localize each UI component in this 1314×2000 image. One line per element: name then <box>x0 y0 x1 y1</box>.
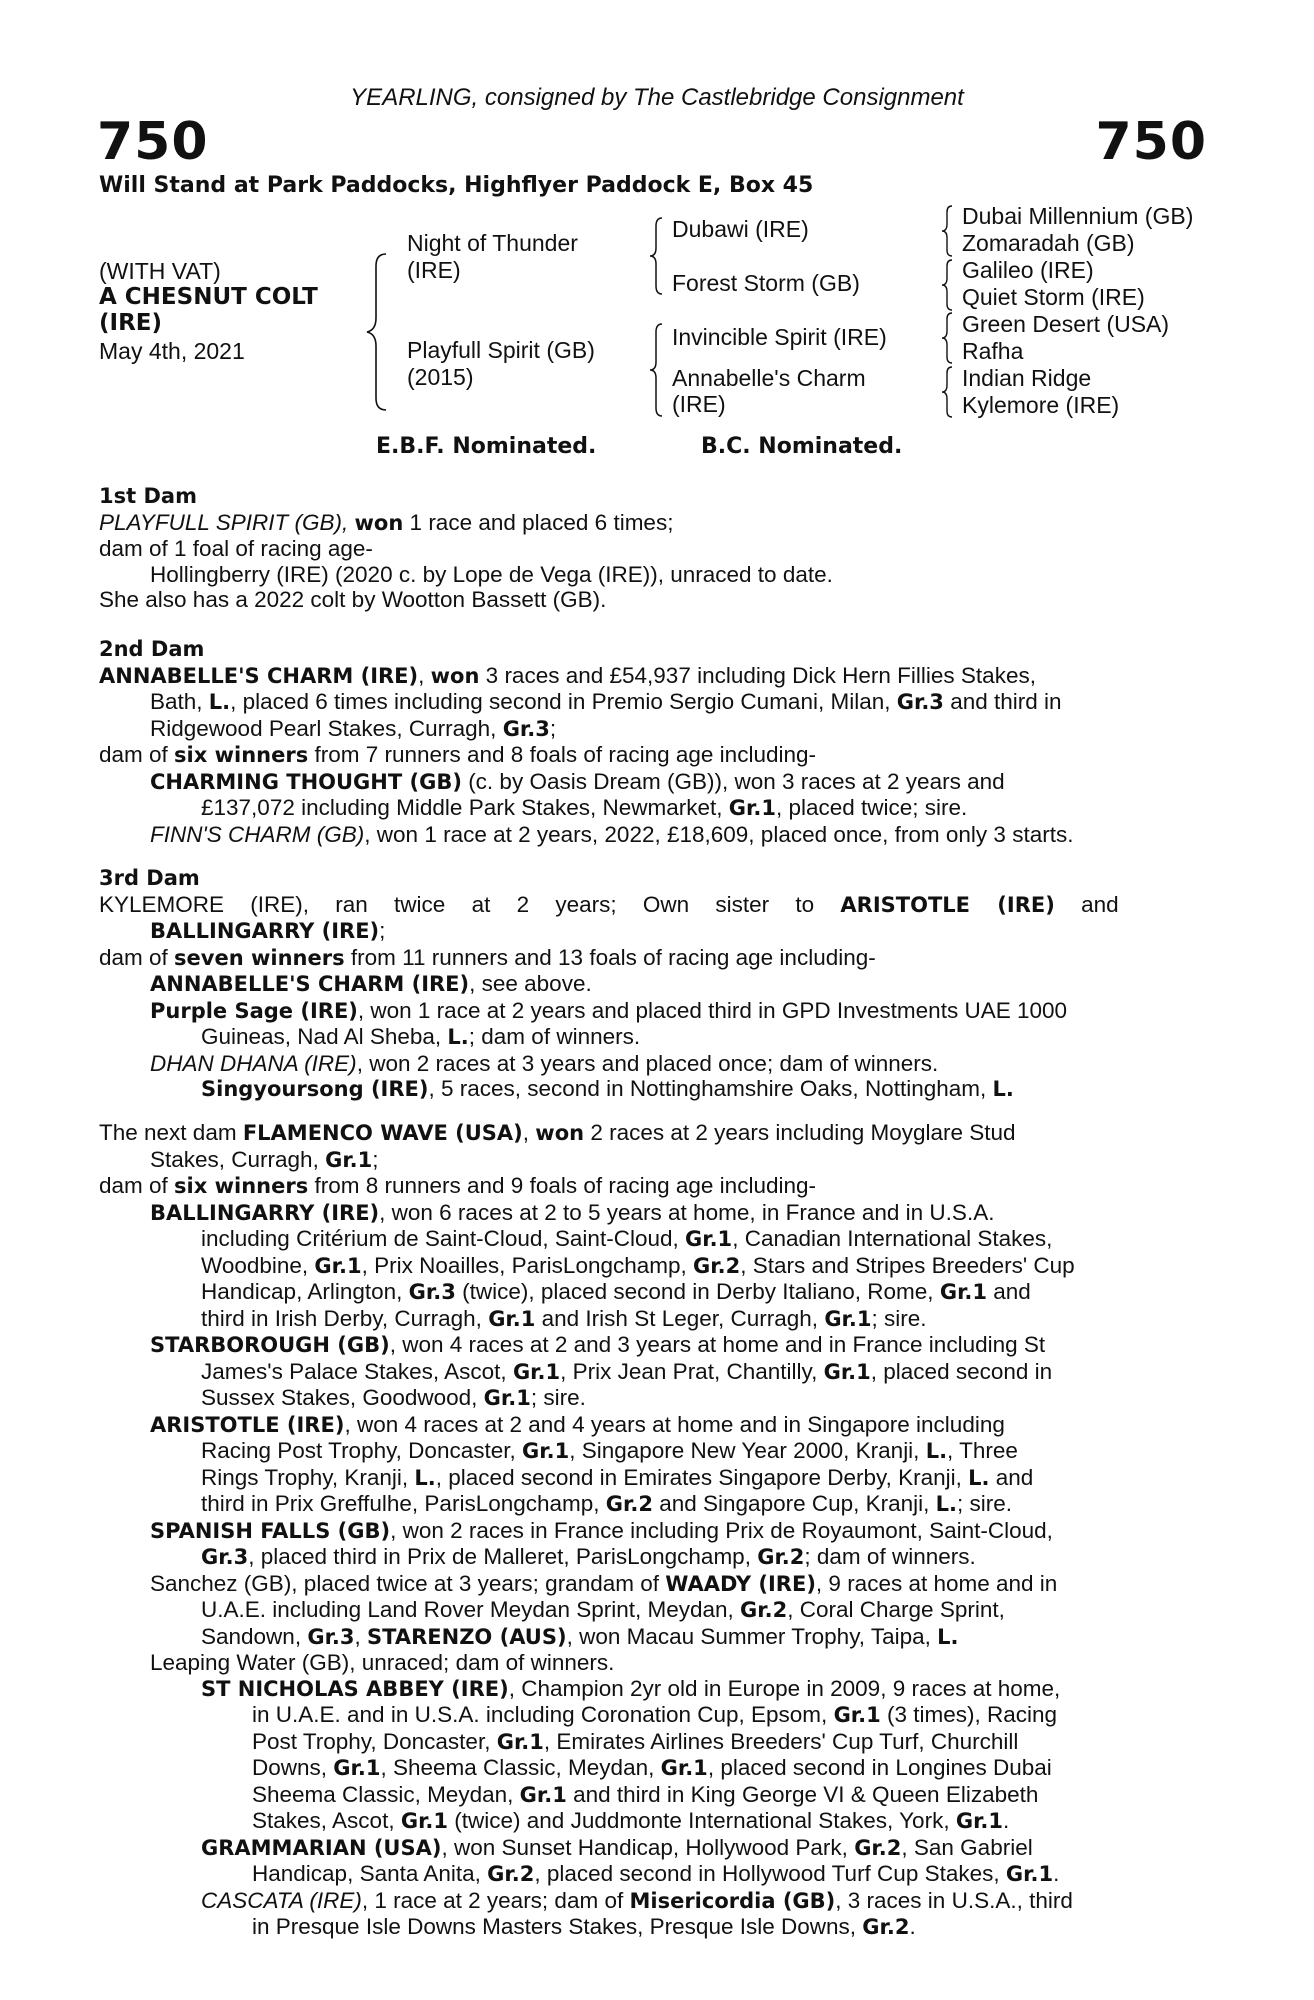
text: 2 races at 2 years including Moyglare Stud <box>584 1120 1016 1145</box>
third-dam-section <box>99 866 1201 1103</box>
grade: L. <box>447 1025 469 1049</box>
text: and third in <box>943 689 1062 714</box>
won-label: won <box>354 510 404 535</box>
text: in Presque Isle Downs Masters Stakes, Presque Isle Downs, <box>252 1914 863 1939</box>
text: (3 times), Racing <box>880 1702 1058 1727</box>
grade: Gr.1 <box>333 1756 381 1780</box>
first-dam-heading: 1st Dam <box>99 484 197 508</box>
text: ; dam of winners. <box>804 1544 976 1569</box>
cascata-name: CASCATA (IRE) <box>201 1887 362 1913</box>
text: , won Sunset Handicap, Hollywood Park, <box>441 1834 855 1860</box>
gen3-brace-2 <box>940 258 956 312</box>
text: ; <box>372 1146 379 1172</box>
sire-dam: Forest Storm (GB) <box>672 270 860 296</box>
text: Racing Post Trophy, Doncaster, <box>201 1438 522 1463</box>
text: James's Palace Stakes, Ascot, <box>201 1358 513 1384</box>
grade: Gr.1 <box>483 1386 531 1410</box>
sire-sire: Dubawi (IRE) <box>672 216 809 242</box>
second-dam-heading: 2nd Dam <box>99 637 205 661</box>
text: KYLEMORE (IRE), ran twice at 2 years; Own sister to <box>99 891 841 917</box>
grade: Gr.1 <box>833 1703 881 1727</box>
text: , Sheema Classic, Meydan, <box>380 1755 661 1780</box>
misericordia-name: Misericordia (GB) <box>629 1888 836 1913</box>
text: , 5 races, second in Nottinghamshire Oaks, Nottingham, <box>428 1076 993 1101</box>
grade: Gr.1 <box>496 1729 544 1754</box>
grade: Gr.1 <box>684 1227 733 1251</box>
text: , 1 race at 2 years; dam of <box>361 1887 630 1913</box>
grade: Gr.1 <box>823 1359 871 1384</box>
grade: Gr.1 <box>325 1147 373 1172</box>
text: , won 1 race at 2 years, 2022, £18,609, placed once, from only 3 starts. <box>364 821 1074 847</box>
next-dam-section <box>99 1120 1201 1941</box>
text: , Champion 2yr old in Europe in 2009, 9 races at home, <box>508 1675 1061 1701</box>
text: , placed second in Emirates Singapore Derby, Kranji, <box>435 1464 969 1490</box>
text: ; sire. <box>871 1305 927 1331</box>
text: , <box>522 1120 536 1145</box>
grade: Gr.3 <box>408 1280 456 1304</box>
text: (c. by Oasis Dream (GB)), won 3 races at 2 years and <box>461 768 1005 794</box>
annabelles-charm-name: ANNABELLE'S CHARM (IRE) <box>150 972 470 996</box>
stand-location: Will Stand at Park Paddocks, Highflyer Paddock E, Box 45 <box>99 173 814 198</box>
grade: Gr.3 <box>896 690 944 714</box>
text: (twice) and Juddmonte International Stakes, York, <box>448 1808 956 1833</box>
text: , won 4 races at 2 and 3 years at home and in France including St <box>389 1332 1046 1357</box>
text: Stakes, Ascot, <box>252 1808 401 1833</box>
text: , Canadian International Stakes, <box>732 1226 1053 1251</box>
text: and <box>989 1464 1034 1490</box>
second-dam-name: ANNABELLE'S CHARM (IRE) <box>99 663 419 688</box>
ballingarry-name: BALLINGARRY (IRE) <box>150 1200 380 1225</box>
text: . <box>1003 1808 1010 1833</box>
text: , placed second in Longines Dubai <box>707 1755 1052 1780</box>
grade: Gr.1 <box>522 1439 570 1463</box>
text: . <box>1053 1861 1060 1886</box>
dam-year: (2015) <box>407 364 474 390</box>
text: Handicap, Arlington, <box>201 1279 409 1304</box>
text: , Prix Jean Prat, Chantilly, <box>560 1358 824 1384</box>
ebf-nomination: E.B.F. Nominated. <box>376 434 597 459</box>
grade: Gr.1 <box>824 1306 872 1331</box>
grade: Gr.2 <box>740 1598 788 1622</box>
grade: Gr.1 <box>1005 1862 1054 1886</box>
text: , placed second in Hollywood Turf Cup Stakes, <box>534 1861 1006 1886</box>
text: ; sire. <box>530 1385 586 1410</box>
horse-name-line1: A CHESNUT COLT <box>99 284 318 310</box>
starborough-name: STARBOROUGH (GB) <box>150 1333 390 1357</box>
text: , placed third in Prix de Malleret, ParisLongchamp, <box>248 1544 758 1569</box>
gen3-kylemore: Kylemore (IRE) <box>962 392 1120 418</box>
ballingarry-name: BALLINGARRY (IRE) <box>150 919 380 943</box>
text: , won 2 races at 3 years and placed once; dam of winners. <box>356 1050 939 1076</box>
spanish-falls-name: SPANISH FALLS (GB) <box>150 1518 391 1543</box>
grade: Gr.1 <box>512 1359 561 1384</box>
text: dam of <box>99 1173 175 1198</box>
grade: Gr.2 <box>854 1835 902 1860</box>
text: Woodbine, <box>201 1252 315 1278</box>
first-dam-record: 1 race and placed 6 times; <box>403 509 674 535</box>
grammarian-name: GRAMMARIAN (USA) <box>201 1835 442 1860</box>
singyoursong-name: Singyoursong (IRE) <box>201 1077 429 1101</box>
lot-number-left: 750 <box>97 112 209 172</box>
grade: Gr.3 <box>502 716 550 741</box>
text: and <box>1054 891 1119 917</box>
bc-nomination: B.C. Nominated. <box>701 434 903 459</box>
dam-dam: Annabelle's Charm <box>672 365 866 391</box>
first-dam-name: PLAYFULL SPIRIT (GB), <box>99 509 349 535</box>
gen3-brace-1 <box>940 204 956 258</box>
sanchez-text: Sanchez (GB), placed twice at 3 years; grandam of <box>150 1570 666 1596</box>
text: , Stars and Stripes Breeders' Cup <box>740 1252 1075 1278</box>
text: 3 races and £54,937 including Dick Hern Fillies Stakes, <box>479 662 1036 688</box>
grade: L. <box>937 1624 959 1649</box>
text: , see above. <box>469 971 592 996</box>
text: , Emirates Airlines Breeders' Cup Turf, Churchill <box>543 1728 1019 1754</box>
text: The next dam <box>99 1120 243 1145</box>
aristotle-name: ARISTOTLE (IRE) <box>840 892 1055 917</box>
grade: L. <box>992 1077 1014 1101</box>
dam-sire: Invincible Spirit (IRE) <box>672 324 887 350</box>
text: ; dam of winners. <box>468 1024 641 1049</box>
starenzo-name: STARENZO (AUS) <box>367 1624 567 1649</box>
text: ; sire. <box>957 1491 1013 1516</box>
grade: L. <box>935 1492 958 1516</box>
won-label: won <box>430 663 480 688</box>
text: Ridgewood Pearl Stakes, Curragh, <box>150 715 503 741</box>
text: U.A.E. including Land Rover Meydan Sprint, Meydan, <box>201 1597 741 1622</box>
text: and third in King George VI & Queen Elizabeth <box>566 1781 1039 1807</box>
horse-name-line2: (IRE) <box>99 310 163 336</box>
grade: Gr.2 <box>487 1862 535 1886</box>
text: , Prix Noailles, ParisLongchamp, <box>361 1252 694 1278</box>
text: , won 2 races in France including Prix de Royaumont, Saint-Cloud, <box>390 1517 1053 1543</box>
gen3-rafha: Rafha <box>962 338 1024 364</box>
text: , placed second in <box>870 1358 1053 1384</box>
grade: L. <box>925 1439 948 1463</box>
winners-count: seven winners <box>174 945 345 970</box>
gen3-dubai-millennium: Dubai Millennium (GB) <box>962 203 1194 229</box>
text: from 11 runners and 13 foals of racing age including- <box>344 944 876 970</box>
charming-thought-name: CHARMING THOUGHT (GB) <box>150 769 462 794</box>
gen3-indian-ridge: Indian Ridge <box>962 365 1092 391</box>
grade: Gr.2 <box>693 1253 741 1278</box>
text: Sheema Classic, Meydan, <box>252 1781 520 1807</box>
grade: L. <box>968 1465 990 1490</box>
sire-brace <box>648 216 666 296</box>
st-nicholas-abbey-name: ST NICHOLAS ABBEY (IRE) <box>201 1676 509 1701</box>
gen3-zomaradah: Zomaradah (GB) <box>962 230 1135 256</box>
consignor-subtitle: YEARLING, consigned by The Castlebridge Consignment <box>350 84 964 111</box>
gen3-quiet-storm: Quiet Storm (IRE) <box>962 284 1145 310</box>
purple-sage-name: Purple Sage (IRE) <box>150 998 358 1023</box>
text: from 8 runners and 9 foals of racing age including- <box>308 1173 816 1198</box>
text: Post Trophy, Doncaster, <box>252 1728 497 1754</box>
grade: Gr.3 <box>307 1624 355 1649</box>
gen3-brace-4 <box>940 365 956 419</box>
text: Handicap, Santa Anita, <box>252 1861 488 1886</box>
grade: Gr.1 <box>939 1280 988 1304</box>
text: Bath, <box>150 689 209 714</box>
gen3-green-desert: Green Desert (USA) <box>962 311 1170 337</box>
text: dam of <box>99 944 175 970</box>
text: , placed twice; sire. <box>775 795 968 820</box>
text: (twice), placed second in Derby Italiano, Rome, <box>455 1279 940 1304</box>
grade: Gr.1 <box>660 1756 708 1780</box>
text: from 7 runners and 8 foals of racing age including- <box>308 742 816 767</box>
text: and Irish St Leger, Curragh, <box>535 1305 825 1331</box>
text: , 3 races in U.S.A., third <box>835 1887 1073 1913</box>
text: £137,072 including Middle Park Stakes, Newmarket, <box>201 795 729 820</box>
text: Stakes, Curragh, <box>150 1146 326 1172</box>
aristotle-name: ARISTOTLE (IRE) <box>150 1412 345 1437</box>
text: , San Gabriel <box>901 1834 1033 1860</box>
first-dam-yearling-note: She also has a 2022 colt by Wootton Bassett (GB). <box>99 587 607 612</box>
text: . <box>909 1914 916 1939</box>
grade: Gr.1 <box>488 1306 536 1331</box>
text: , Singapore New Year 2000, Kranji, <box>569 1438 926 1463</box>
text: , placed 6 times including second in Premio Sergio Cumani, Milan, <box>230 689 897 714</box>
text: Rings Trophy, Kranji, <box>201 1464 415 1490</box>
text: ; <box>379 918 386 943</box>
text: third in Irish Derby, Curragh, <box>201 1305 489 1331</box>
grade: Gr.1 <box>728 796 776 820</box>
grade: Gr.1 <box>519 1782 567 1807</box>
dam-dam-suffix: (IRE) <box>672 391 726 417</box>
text: Sandown, <box>201 1623 308 1649</box>
text: , won 4 races at 2 and 4 years at home and in Singapore including <box>344 1411 1005 1437</box>
grade: Gr.3 <box>201 1545 249 1569</box>
vat-note: (WITH VAT) <box>99 258 221 284</box>
gen3-galileo: Galileo (IRE) <box>962 257 1094 283</box>
winners-count: six winners <box>174 743 309 767</box>
text: , 9 races at home and in <box>815 1570 1058 1596</box>
text: , won 6 races at 2 to 5 years at home, in France and in U.S.A. <box>379 1199 995 1225</box>
grade: Gr.2 <box>605 1492 653 1516</box>
dhan-dhana-name: DHAN DHANA (IRE) <box>150 1050 357 1076</box>
foaling-date: May 4th, 2021 <box>99 338 245 364</box>
grade: Gr.1 <box>955 1809 1004 1833</box>
text: in U.A.E. and in U.S.A. including Coronation Cup, Epsom, <box>252 1702 834 1727</box>
text: dam of <box>99 742 175 767</box>
grade: Gr.1 <box>400 1809 449 1833</box>
grade: L. <box>208 690 231 714</box>
gen3-brace-3 <box>940 311 956 365</box>
text: ; <box>549 715 557 741</box>
waady-name: WAADY (IRE) <box>665 1571 816 1596</box>
second-dam-section: 2nd Dam ANNABELLE'S CHARM (IRE), won 3 races and £54,937 including Dick Hern Fillies Stakes, Bath, L., placed 6 times including second in Premio Sergio Cumani, Milan, Gr.3 and third in Ridgewood Pearl Stakes, Curragh, Gr.3; dam of six winners from 7 runners and 8 foals of racing age including- CHARMING THOUGHT (GB) (c. by Oasis Dream (GB)), won 3 races at 2 years and £137,072 including Middle Park Stakes, Newmarket, Gr.1, placed twice; sire. FINN'S CHARM (GB), won 1 race at 2 years, 2022, £18,609, placed once, from only 3 starts. <box>99 637 1201 847</box>
grade: Gr.1 <box>314 1253 362 1278</box>
sire-name: Night of Thunder <box>407 230 578 256</box>
text: Guineas, Nad Al Sheba, <box>201 1024 448 1049</box>
grade: Gr.2 <box>757 1545 805 1569</box>
text: including Critérium de Saint-Cloud, Saint-Cloud, <box>201 1226 685 1251</box>
text: , won 1 race at 2 years and placed third in GPD Investments UAE 1000 <box>357 997 1068 1023</box>
third-dam-heading: 3rd Dam <box>99 866 200 890</box>
won-label: won <box>535 1121 585 1145</box>
text: third in Prix Greffulhe, ParisLongchamp, <box>201 1491 606 1516</box>
text: , won Macau Summer Trophy, Taipa, <box>566 1623 938 1649</box>
grade: L. <box>414 1465 436 1490</box>
leaping-water-line: Leaping Water (GB), unraced; dam of winners. <box>150 1650 615 1675</box>
text: Sussex Stakes, Goodwood, <box>201 1385 484 1410</box>
text: Downs, <box>252 1755 334 1780</box>
grade: Gr.2 <box>862 1915 910 1939</box>
winners-count: six winners <box>174 1174 309 1198</box>
text: , Coral Charge Sprint, <box>787 1597 1005 1622</box>
text: and <box>987 1279 1031 1304</box>
flamenco-wave-name: FLAMENCO WAVE (USA) <box>242 1121 523 1145</box>
first-dam-produce-line: dam of 1 foal of racing age- <box>99 536 373 561</box>
text: , Three <box>947 1438 1018 1463</box>
text: , <box>354 1623 368 1649</box>
dam-brace <box>648 322 666 418</box>
pedigree-brace <box>364 252 390 412</box>
lot-number-right: 750 <box>1095 112 1207 172</box>
first-dam-produce-hollingberry: Hollingberry (IRE) (2020 c. by Lope de Vega (IRE)), unraced to date. <box>150 561 833 587</box>
dam-name: Playfull Spirit (GB) <box>407 337 595 363</box>
sire-suffix: (IRE) <box>407 257 461 283</box>
first-dam-section <box>99 484 1201 613</box>
finns-charm-name: FINN'S CHARM (GB) <box>150 821 365 847</box>
text: and Singapore Cup, Kranji, <box>652 1491 936 1516</box>
